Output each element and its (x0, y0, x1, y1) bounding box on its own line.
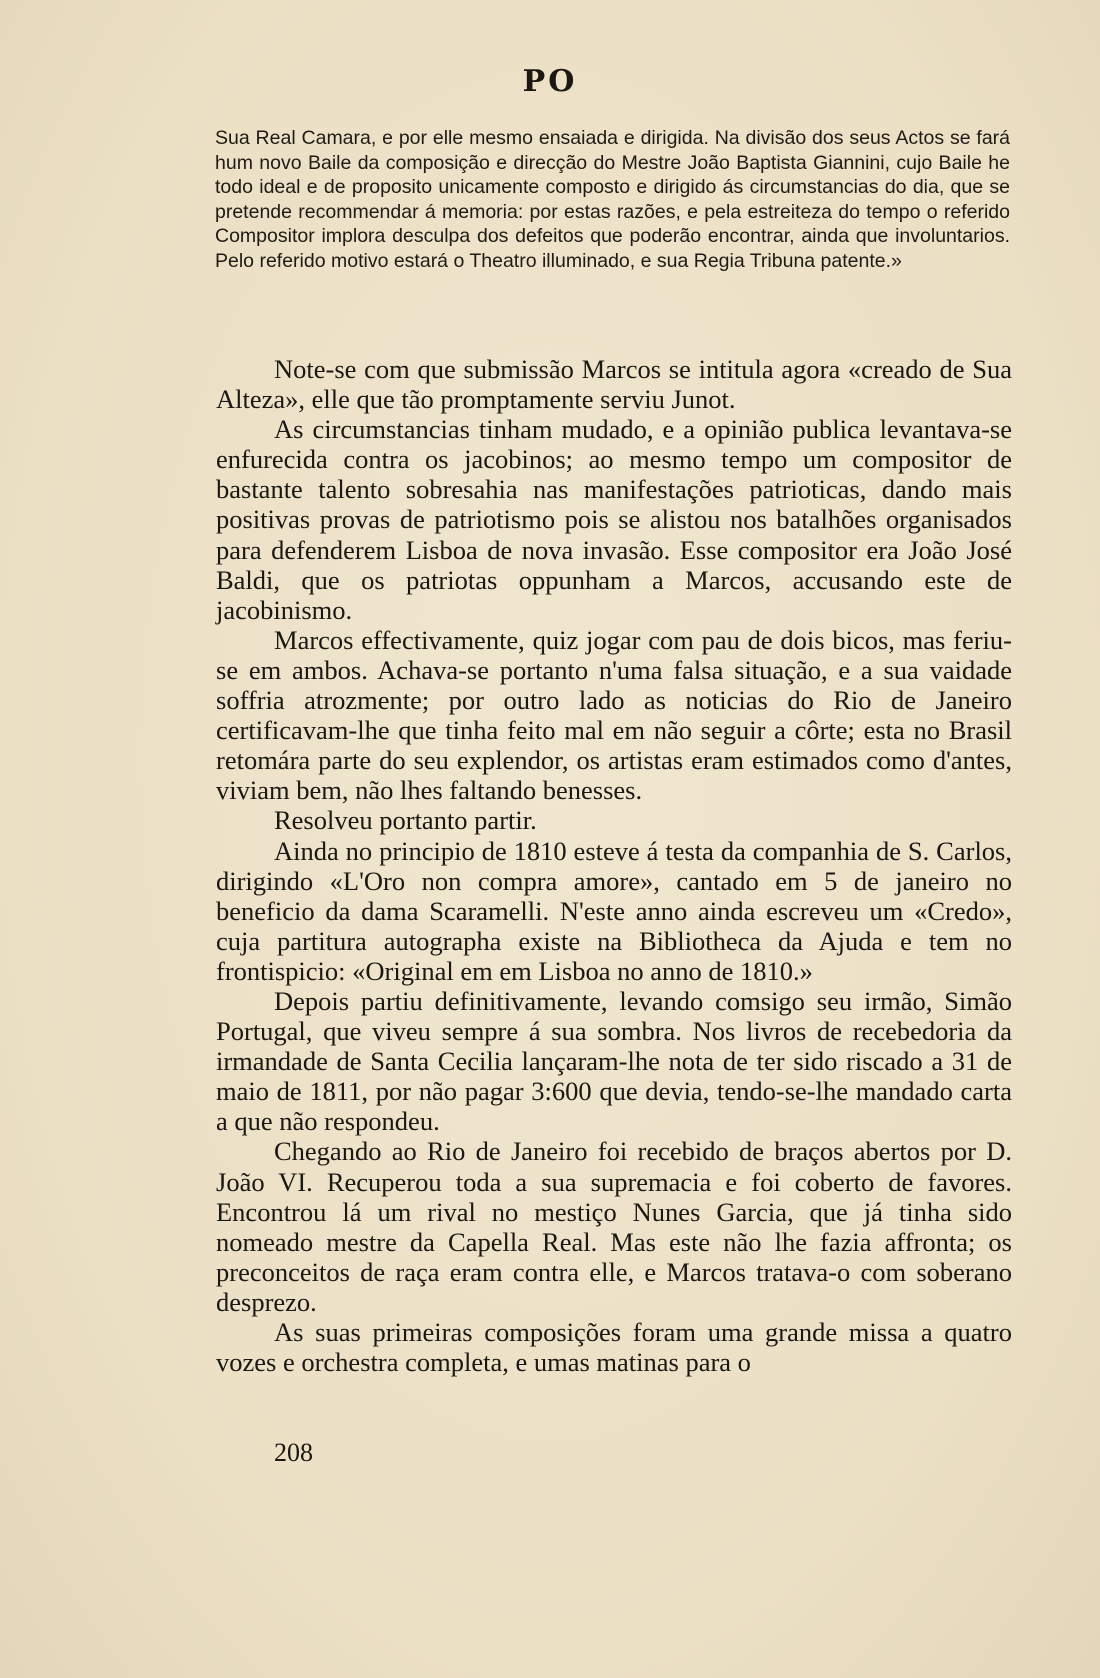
paragraph: Ainda no principio de 1810 esteve á testa da companhia de S. Carlos, dirigindo «L'Oro non compra amore», cantado em 5 de janeiro no beneficio da dama Scaramelli. N'este anno ainda escreveu um «Credo», cuja partitura autographa existe na Bibliotheca da Ajuda e tem no frontispicio: «Original em em Lisboa no anno de 1810.» (216, 835, 1012, 986)
paragraph: As circumstancias tinham mudado, e a opinião publica levantava-se enfurecida contra os jacobinos; ao mesmo tempo um compositor de bastante talento sobresahia nas manifestações patrioticas, dando mais positivas provas de patriotismo pois se alistou nos batalhões organisados para defenderem Lisboa de nova invasão. Esse compositor era João José Baldi, que os patriotas oppunham a Marcos, accusando este de jacobinismo. (216, 414, 1012, 625)
paragraph: Marcos effectivamente, quiz jogar com pau de dois bicos, mas feriu-se em ambos. Achava-se portanto n'uma falsa situação, e a sua vaidade soffria atrozmente; por outro lado as noticias do Rio de Janeiro certificavam-lhe que tinha feito mal em não seguir a côrte; esta no Brasil retomára parte do seu explendor, os artistas eram estimados como d'antes, viviam bem, não lhes faltando benesses. (216, 624, 1012, 806)
main-text (216, 354, 1012, 1377)
paragraph: As suas primeiras composições foram uma grande missa a quatro vozes e orchestra completa, e umas matinas para o (216, 1317, 1012, 1378)
paragraph: Note-se com que submissão Marcos se intitula agora «creado de Sua Alteza», elle que tão promptamente serviu Junot. (216, 354, 1012, 415)
paragraph: Chegando ao Rio de Janeiro foi recebido de braços abertos por D. João VI. Recuperou toda a sua supremacia e foi coberto de favores. Encontrou lá um rival no mestiço Nunes Garcia, que já tinha sido nomeado mestre da Capella Real. Mas este não lhe fazia affronta; os preconceitos de raça eram contra elle, e Marcos tratava-o com soberano desprezo. (216, 1136, 1012, 1317)
page-number: 208 (274, 1438, 313, 1467)
paragraph: Depois partiu definitivamente, levando comsigo seu irmão, Simão Portugal, que viveu sempre á sua sombra. Nos livros de recebedoria da irmandade de Santa Cecilia lançaram-lhe nota de ter sido riscado a 31 de maio de 1811, por não pagar 3:600 que devia, tendo-se-lhe mandado carta a que não respondeu. (216, 985, 1012, 1137)
running-head: PO (522, 64, 578, 99)
quoted-announcement: Sua Real Camara, e por elle mesmo ensaiada e dirigida. Na divisão dos seus Actos se fará hum novo Baile da composição e direcção do Mestre João Baptista Giannini, cujo Baile he todo ideal e de proposito unicamente composto e dirigido ás circumstancias do dia, que se pretende recommendar á memoria: por estas razões, e pela estreiteza do tempo o referido Compositor implora desculpa dos defeitos que poderão encontrar, ainda que involuntarios. Pelo referido motivo estará o Theatro illuminado, e sua Regia Tribuna patente.» (215, 127, 1010, 272)
paragraph: Resolveu portanto partir. (274, 805, 537, 836)
